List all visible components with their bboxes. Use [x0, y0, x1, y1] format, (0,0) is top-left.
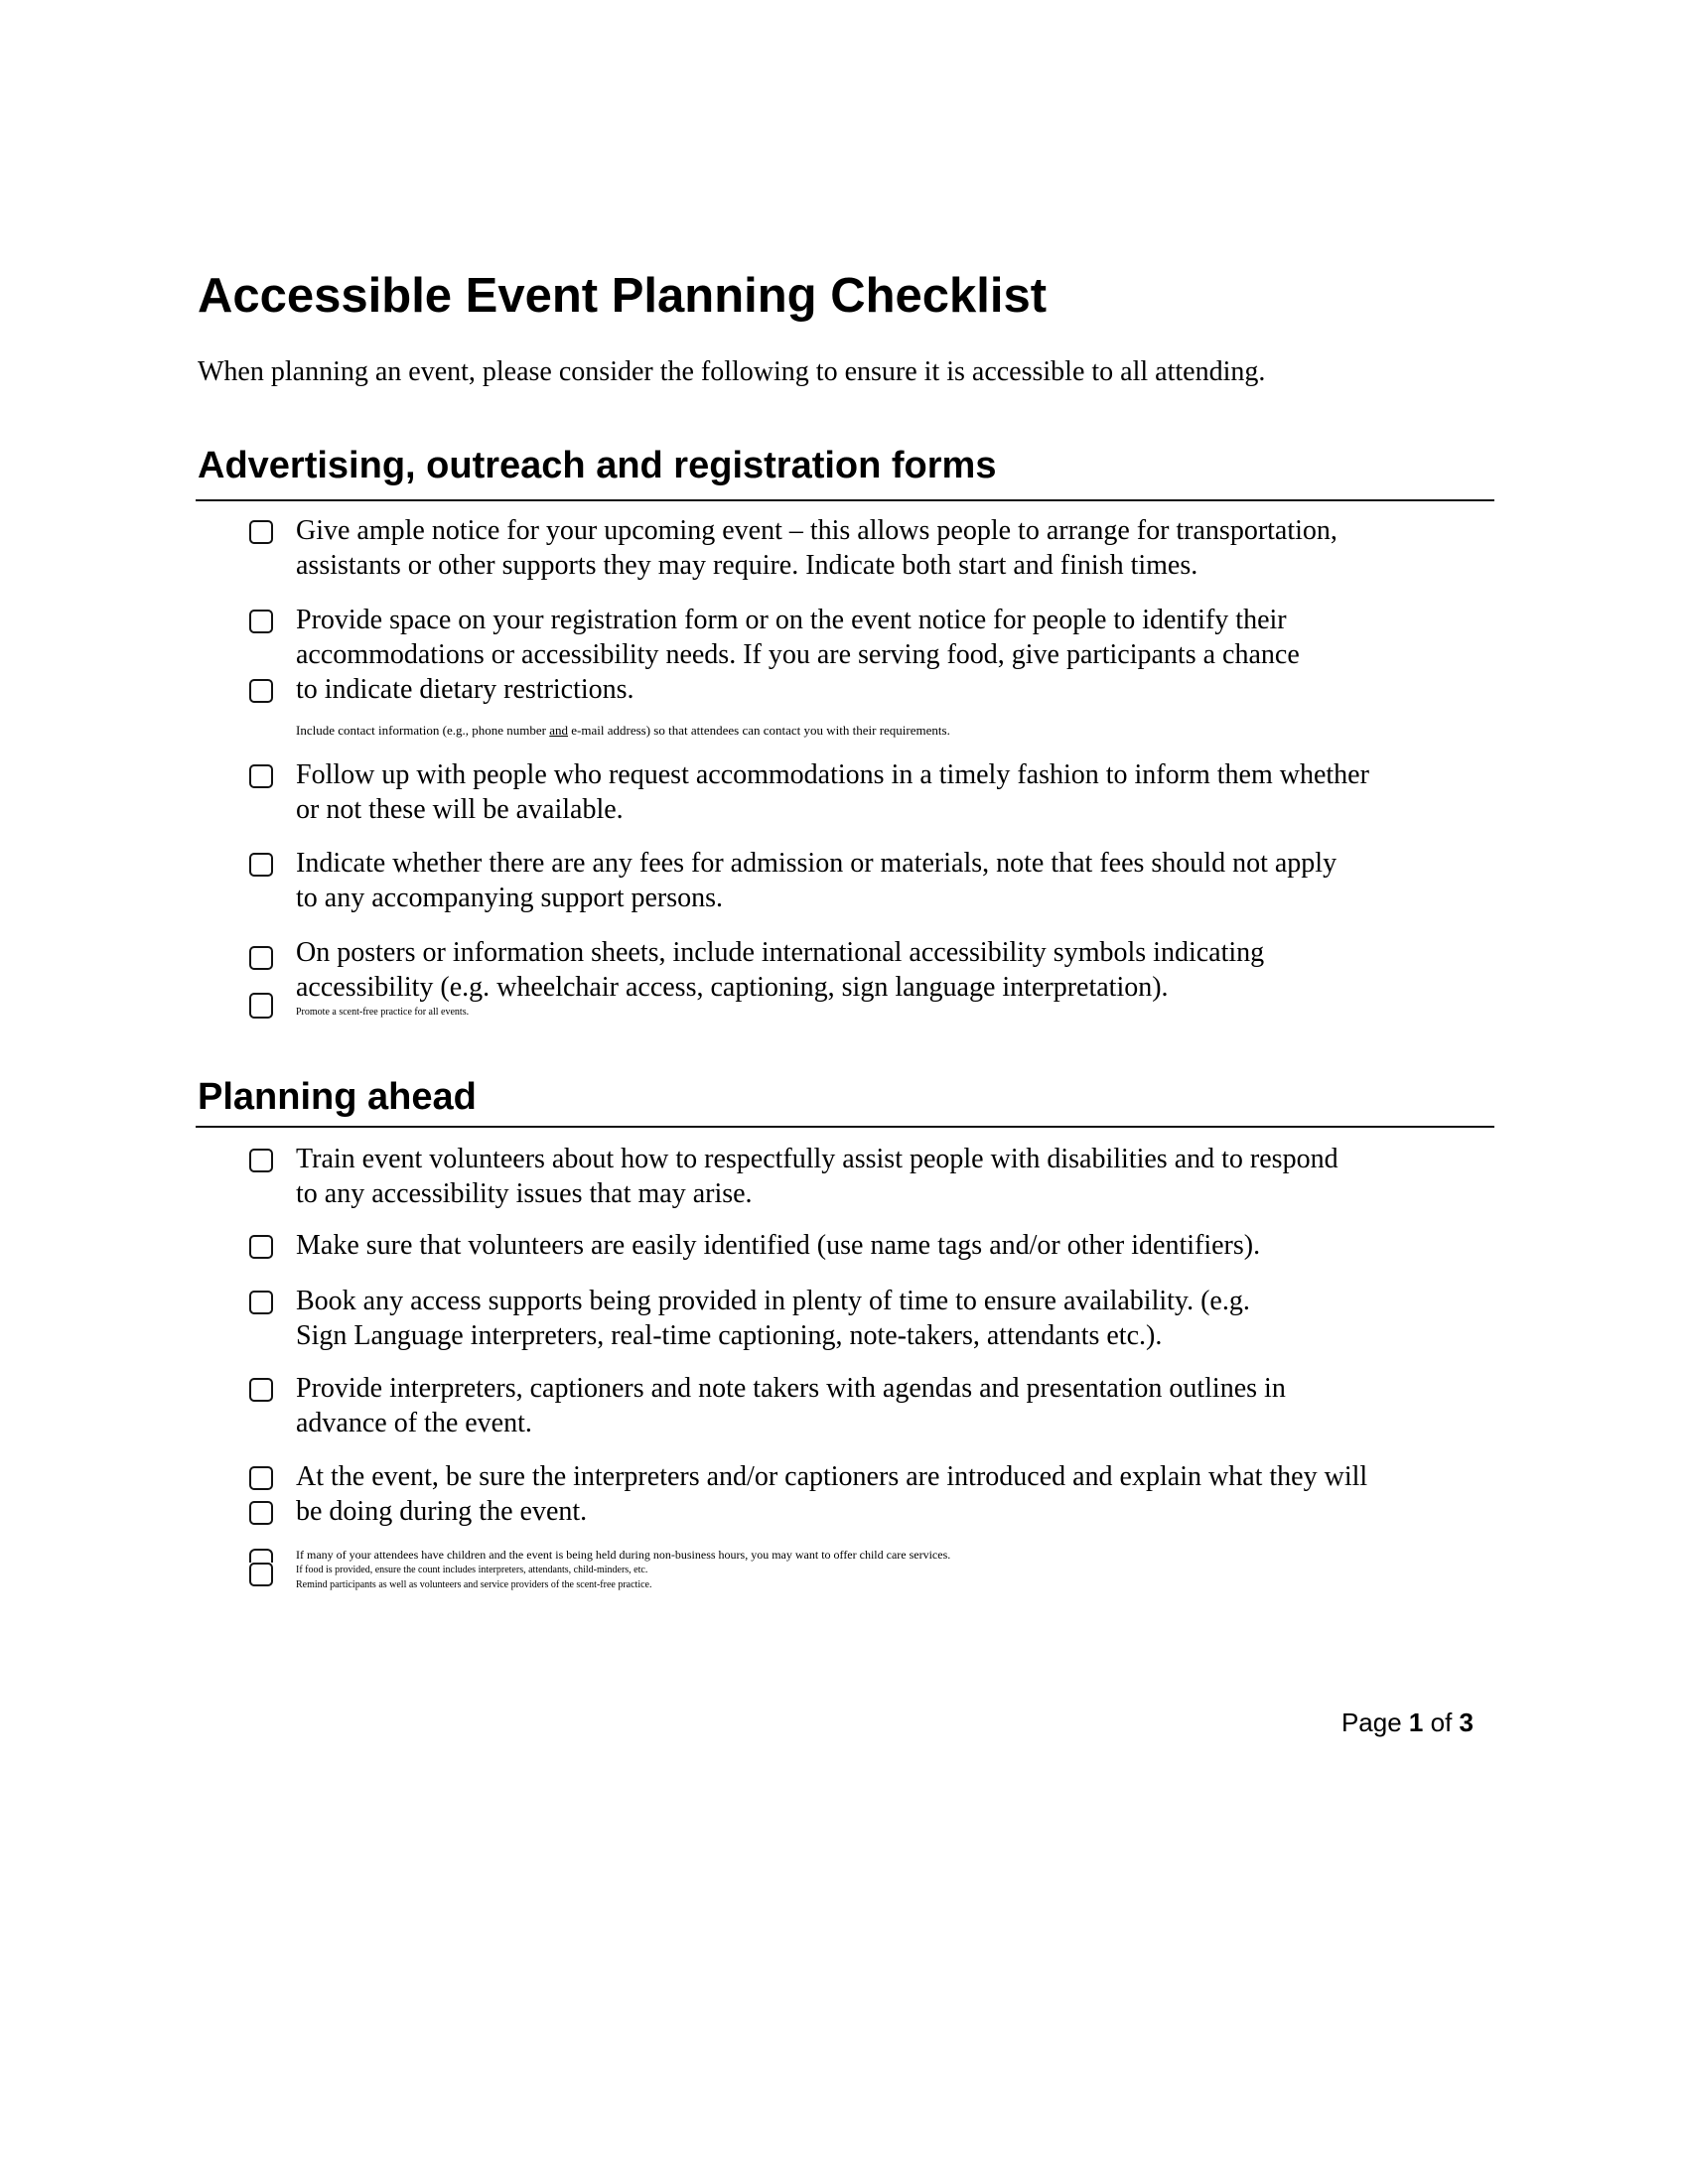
- checkbox[interactable]: [249, 610, 273, 633]
- checklist-item-text: Give ample notice for your upcoming event – this allows people to arrange for transportation,: [296, 515, 1337, 546]
- checklist-note-text: Include contact information (e.g., phone number and e-mail address) so that attendees can contact you with their requirements.: [296, 723, 950, 738]
- checklist-item-text: accommodations or accessibility needs. If you are serving food, give participants a chance: [296, 639, 1300, 670]
- checkbox[interactable]: [249, 679, 273, 703]
- page-current: 1: [1408, 1707, 1424, 1737]
- intro-text: When planning an event, please consider the following to ensure it is accessible to all attending.: [198, 356, 1266, 387]
- section-heading-advertising: Advertising, outreach and registration forms: [198, 445, 997, 486]
- checklist-item-text: At the event, be sure the interpreters and/or captioners are introduced and explain what they will: [296, 1461, 1368, 1492]
- checklist-item-text: Provide space on your registration form or on the event notice for people to identify their: [296, 605, 1287, 635]
- checklist-item-text: Follow up with people who request accommodations in a timely fashion to inform them whether: [296, 759, 1369, 790]
- checklist-item-text: On posters or information sheets, include international accessibility symbols indicating: [296, 937, 1265, 968]
- checklist-item-text: Train event volunteers about how to respectfully assist people with disabilities and to respond: [296, 1144, 1338, 1174]
- checkbox[interactable]: [249, 764, 273, 788]
- checklist-item-text: Book any access supports being provided in plenty of time to ensure availability. (e.g.: [296, 1286, 1250, 1316]
- checklist-item-text: Make sure that volunteers are easily identified (use name tags and/or other identifiers).: [296, 1230, 1261, 1261]
- checkbox[interactable]: [249, 1235, 273, 1259]
- checkbox[interactable]: [249, 1563, 273, 1586]
- checklist-item-text: advance of the event.: [296, 1408, 532, 1438]
- section-divider: [196, 1126, 1494, 1128]
- checklist-note-text: Remind participants as well as volunteers and service providers of the scent-free practice.: [296, 1579, 652, 1590]
- checkbox[interactable]: [249, 946, 273, 970]
- checklist-item-text: Indicate whether there are any fees for admission or materials, note that fees should not apply: [296, 848, 1337, 879]
- checkbox[interactable]: [249, 993, 273, 1019]
- checklist-item-text: to any accompanying support persons.: [296, 883, 724, 913]
- checkbox[interactable]: [249, 1466, 273, 1490]
- checklist-item-text: or not these will be available.: [296, 794, 624, 825]
- checklist-item-text: Provide interpreters, captioners and note takers with agendas and presentation outlines in: [296, 1373, 1286, 1404]
- section-heading-planning-ahead: Planning ahead: [198, 1076, 477, 1118]
- checkbox[interactable]: [249, 1378, 273, 1402]
- checklist-item-text: Sign Language interpreters, real-time captioning, note-takers, attendants etc.).: [296, 1320, 1163, 1351]
- checkbox[interactable]: [249, 1291, 273, 1314]
- section-divider: [196, 499, 1494, 501]
- checklist-note-text: Promote a scent-free practice for all events.: [296, 1007, 470, 1018]
- checklist-note-text: If food is provided, ensure the count includes interpreters, attendants, child-minders, etc.: [296, 1565, 648, 1575]
- underlined-word: and: [549, 723, 569, 738]
- checkbox[interactable]: [249, 1149, 273, 1172]
- checklist-item-text: to any accessibility issues that may arise.: [296, 1178, 753, 1209]
- checklist-item-text: be doing during the event.: [296, 1496, 588, 1527]
- checklist-item-text: assistants or other supports they may require. Indicate both start and finish times.: [296, 550, 1198, 581]
- page-indicator: Page 1 of 3: [1340, 1707, 1474, 1737]
- checkbox-partial[interactable]: [249, 1549, 273, 1563]
- checkbox[interactable]: [249, 520, 273, 544]
- checkbox[interactable]: [249, 1501, 273, 1525]
- checkbox[interactable]: [249, 853, 273, 877]
- page-total: 3: [1459, 1707, 1474, 1737]
- checklist-item-text: accessibility (e.g. wheelchair access, captioning, sign language interpretation).: [296, 972, 1169, 1003]
- checklist-item-text: to indicate dietary restrictions.: [296, 674, 634, 705]
- document-title: Accessible Event Planning Checklist: [198, 269, 1048, 323]
- checklist-note-text: If many of your attendees have children and the event is being held during non-business hours, you may want to offer child care services.: [296, 1548, 951, 1562]
